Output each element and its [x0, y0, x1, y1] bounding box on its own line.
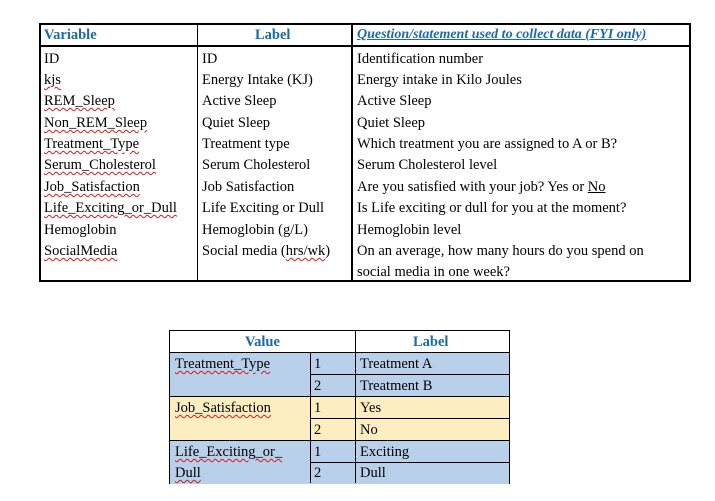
row-variable: Serum_Cholesterol: [44, 157, 156, 173]
row-question-continued: social media in one week?: [357, 264, 510, 280]
header-label: Label: [255, 27, 291, 43]
value-code: 1: [314, 356, 322, 372]
value-labels-table: [169, 330, 510, 484]
row-question: Quiet Sleep: [357, 115, 426, 131]
column-divider: [310, 353, 311, 483]
row-variable: ID: [44, 51, 60, 67]
value-label: Treatment A: [360, 356, 433, 372]
row-label: ID: [202, 51, 218, 67]
row-question: Identification number: [357, 51, 484, 67]
value-code: 2: [314, 378, 322, 394]
row-label: Social media (hrs/wk): [202, 243, 331, 259]
row-variable: Life_Exciting_or_Dull: [44, 200, 177, 216]
row-question: Active Sleep: [357, 93, 432, 109]
value-label: Treatment B: [360, 378, 433, 394]
row-label: Hemoglobin (g/L): [202, 222, 308, 238]
value-label: Yes: [360, 400, 382, 416]
row-label: Energy Intake (KJ): [202, 72, 313, 88]
value-label: Dull: [360, 465, 386, 481]
row-question: On an average, how many hours do you spend on: [357, 243, 644, 259]
row-variable: Hemoglobin: [44, 222, 117, 238]
column-divider: [197, 25, 198, 280]
header-value: Value: [245, 334, 280, 350]
column-divider: [355, 331, 356, 483]
row-label: Serum Cholesterol: [202, 157, 311, 173]
row-variable: Non_REM_Sleep: [44, 115, 148, 131]
row-label: Treatment type: [202, 136, 290, 152]
row-label: Job Satisfaction: [202, 179, 295, 195]
row-question: Are you satisfied with your job? Yes or No: [357, 179, 606, 195]
value-code: 2: [314, 422, 322, 438]
group-variable-continued: Dull: [175, 465, 201, 481]
value-code: 1: [314, 444, 322, 460]
column-divider: [351, 25, 353, 280]
value-code: 1: [314, 400, 322, 416]
row-question: Which treatment you are assigned to A or B?: [357, 136, 618, 152]
row-variable: Treatment_Type: [44, 136, 140, 152]
row-question: Hemoglobin level: [357, 222, 462, 238]
value-code: 2: [314, 465, 322, 481]
variables-table: [39, 23, 691, 282]
row-label: Life Exciting or Dull: [202, 200, 325, 216]
header-label: Label: [413, 334, 449, 350]
header-variable: Variable: [44, 27, 97, 43]
group-variable: Job_Satisfaction: [175, 400, 271, 416]
row-label: Active Sleep: [202, 93, 277, 109]
row-divider: [310, 462, 509, 463]
row-variable: REM_Sleep: [44, 93, 115, 109]
row-question: Is Life exciting or dull for you at the moment?: [357, 200, 627, 216]
group-variable: Life_Exciting_or_: [175, 444, 283, 460]
group-variable: Treatment_Type: [175, 356, 271, 372]
row-question: Energy intake in Kilo Joules: [357, 72, 522, 88]
row-variable: SocialMedia: [44, 243, 118, 259]
row-variable: kjs: [44, 72, 61, 88]
header-question: Question/statement used to collect data (FYI only): [357, 27, 647, 42]
row-question: Serum Cholesterol level: [357, 157, 498, 173]
value-label: No: [360, 422, 378, 438]
row-divider: [310, 418, 509, 419]
value-label: Exciting: [360, 444, 410, 460]
row-label: Quiet Sleep: [202, 115, 271, 131]
row-variable: Job_Satisfaction: [44, 179, 140, 195]
